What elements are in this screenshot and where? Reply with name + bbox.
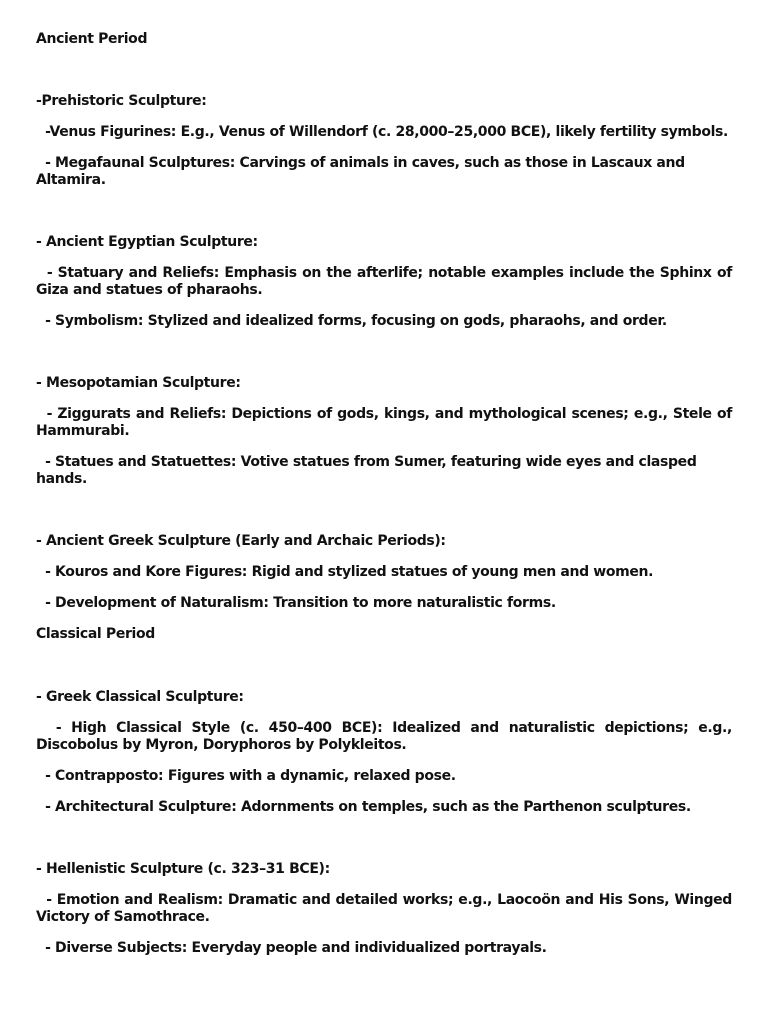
architectural-sculpture-item: - Architectural Sculpture: Adornments on temples, such as the Parthenon sculptures.: [36, 799, 691, 815]
egyptian-heading: - Ancient Egyptian Sculpture:: [36, 234, 258, 250]
contrapposto-item: - Contrapposto: Figures with a dynamic, relaxed pose.: [36, 768, 456, 784]
document-page: [36, 31, 737, 957]
diverse-subjects-item: - Diverse Subjects: Everyday people and individualized portrayals.: [36, 940, 547, 956]
ziggurats-item: - Ziggurats and Reliefs: Depictions of gods, kings, and mythological scenes; e.g., Stele of Hammurabi.: [36, 406, 737, 439]
statuary-reliefs-item: - Statuary and Reliefs: Emphasis on the afterlife; notable examples include the Sphinx of Giza and statues of pharaohs.: [36, 265, 737, 298]
high-classical-item: - High Classical Style (c. 450–400 BCE): Idealized and naturalistic depictions; e.g., Discobolus by Myron, Doryphoros by Polykleitos.: [36, 720, 737, 753]
greek-classical-heading: - Greek Classical Sculpture:: [36, 689, 244, 705]
ancient-period-heading: Ancient Period: [36, 31, 148, 47]
megafaunal-item: - Megafaunal Sculptures: Carvings of animals in caves, such as those in Lascaux and Altamira.: [36, 155, 690, 188]
venus-figurines-item: -Venus Figurines: E.g., Venus of Willendorf (c. 28,000–25,000 BCE), likely fertility symbols.: [36, 124, 728, 140]
emotion-realism-item: - Emotion and Realism: Dramatic and detailed works; e.g., Laocoön and His Sons, Winged Victory of Samothrace.: [36, 892, 737, 925]
kouros-kore-item: - Kouros and Kore Figures: Rigid and stylized statues of young men and women.: [36, 564, 654, 580]
greek-early-heading: - Ancient Greek Sculpture (Early and Archaic Periods):: [36, 533, 446, 549]
hellenistic-heading: - Hellenistic Sculpture (c. 323–31 BCE):: [36, 861, 330, 877]
symbolism-item: - Symbolism: Stylized and idealized forms, focusing on gods, pharaohs, and order.: [36, 313, 667, 329]
statues-statuettes-item: - Statues and Statuettes: Votive statues from Sumer, featuring wide eyes and clasped hands.: [36, 454, 702, 487]
classical-period-heading: Classical Period: [36, 626, 155, 642]
naturalism-item: - Development of Naturalism: Transition to more naturalistic forms.: [36, 595, 556, 611]
mesopotamian-heading: - Mesopotamian Sculpture:: [36, 375, 241, 391]
prehistoric-heading: -Prehistoric Sculpture:: [36, 93, 207, 109]
